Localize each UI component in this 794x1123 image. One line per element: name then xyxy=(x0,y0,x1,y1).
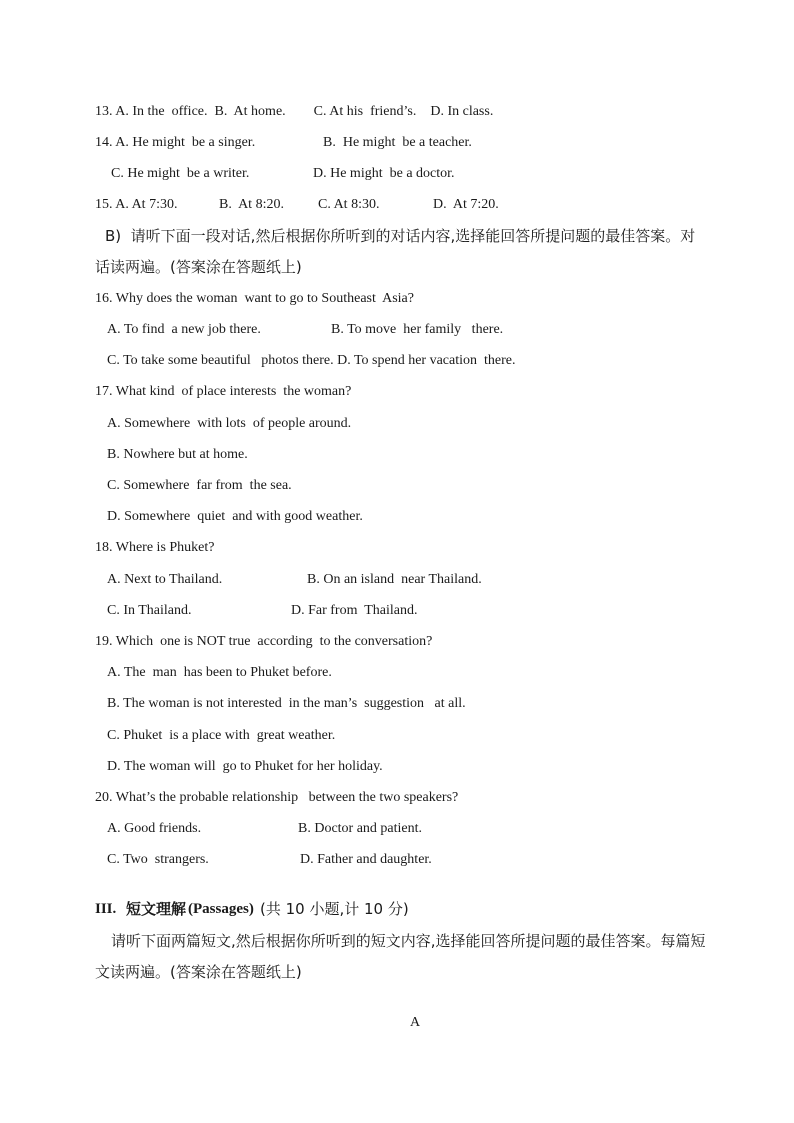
question-17-option-d: D. Somewhere quiet and with good weather. xyxy=(107,509,363,524)
question-15-option-c: C. At 8:30. xyxy=(318,197,380,212)
question-14-option-c: C. He might be a writer. xyxy=(111,166,250,181)
question-18-option-a: A. Next to Thailand. xyxy=(107,572,223,587)
question-18-stem-text: 18. Where is Phuket? xyxy=(95,540,215,555)
question-20-option-b: B. Doctor and patient. xyxy=(298,821,423,836)
question-20-stem xyxy=(0,787,459,809)
question-20-option-c: C. Two strangers. xyxy=(107,852,209,867)
section-3-title-en: (Passages) xyxy=(188,901,254,917)
question-14-option-a: 14. A. He might be a singer. xyxy=(95,135,256,150)
question-18-row-1 xyxy=(0,569,482,591)
section-b-instructions-text-1: B) 请听下面一段对话,然后根据你所听到的对话内容,选择能回答所提问题的最佳答案。对 xyxy=(105,227,696,245)
question-14-option-b: B. He might be a teacher. xyxy=(323,135,472,150)
question-20-option-a: A. Good friends. xyxy=(107,821,202,836)
question-19-option-a: A. The man has been to Phuket before. xyxy=(107,665,332,680)
question-16-row-1 xyxy=(0,319,504,341)
section-b-instructions-text-2: 话读两遍。(答案涂在答题纸上) xyxy=(95,258,302,276)
question-14-option-d: D. He might be a doctor. xyxy=(313,166,455,181)
question-20-stem-text: 20. What’s the probable relationship between the two speakers? xyxy=(95,790,459,805)
section-3-instructions-text-1: 请听下面两篇短文,然后根据你所听到的短文内容,选择能回答所提问题的最佳答案。每篇短 xyxy=(111,932,706,950)
section-3-note: (共 10 小题,计 10 分) xyxy=(260,900,409,918)
question-15-option-a: 15. A. At 7:30. xyxy=(95,197,178,212)
question-17-stem xyxy=(0,381,352,403)
question-16-option-a: A. To find a new job there. xyxy=(107,322,261,337)
question-14-row-2 xyxy=(0,163,455,185)
question-16-option-cd: C. To take some beautiful photos there. D. To spend her vacation there. xyxy=(107,353,516,368)
section-3-heading xyxy=(0,898,409,920)
question-16-stem-text: 16. Why does the woman want to go to Southeast Asia? xyxy=(95,291,414,306)
question-18-option-d: D. Far from Thailand. xyxy=(291,603,418,618)
question-17-option-c-line xyxy=(0,475,292,497)
question-17-option-c: C. Somewhere far from the sea. xyxy=(107,478,292,493)
question-20-row-1 xyxy=(0,818,423,840)
question-15 xyxy=(0,194,499,216)
section-3-title: 短文理解 xyxy=(126,900,187,918)
question-18-option-c: C. In Thailand. xyxy=(107,603,192,618)
question-19-option-c: C. Phuket is a place with great weather. xyxy=(107,728,336,743)
passage-label-line xyxy=(0,1012,421,1034)
question-16-row-2 xyxy=(0,350,516,372)
question-19-option-a-line xyxy=(0,662,332,684)
question-16-option-b: B. To move her family there. xyxy=(331,322,504,337)
question-20-option-d: D. Father and daughter. xyxy=(300,852,432,867)
question-13-text: 13. A. In the office. B. At home. C. At his friend’s. D. In class. xyxy=(95,104,494,119)
question-15-option-d: D. At 7:20. xyxy=(433,197,499,212)
question-19-stem-text: 19. Which one is NOT true according to the conversation? xyxy=(95,634,433,649)
question-19-option-d-line xyxy=(0,756,383,778)
section-3-instructions-text-2: 文读两遍。(答案涂在答题纸上) xyxy=(95,963,302,981)
question-19-option-b-line xyxy=(0,693,466,715)
question-15-option-b: B. At 8:20. xyxy=(219,197,284,212)
question-19-option-d: D. The woman will go to Phuket for her holiday. xyxy=(107,759,383,774)
question-19-option-b: B. The woman is not interested in the man’s suggestion at all. xyxy=(107,696,466,711)
question-20-row-2 xyxy=(0,849,432,871)
question-18-row-2 xyxy=(0,600,418,622)
section-3-instructions-line-2 xyxy=(0,961,302,983)
question-17-option-b-line xyxy=(0,444,248,466)
question-18-option-b: B. On an island near Thailand. xyxy=(307,572,482,587)
question-19-option-c-line xyxy=(0,725,336,747)
question-17-option-a: A. Somewhere with lots of people around. xyxy=(107,416,352,431)
question-14-row-1 xyxy=(0,132,472,154)
question-17-option-d-line xyxy=(0,506,363,528)
question-19-stem xyxy=(0,631,433,653)
passage-label: A xyxy=(410,1015,421,1030)
question-13 xyxy=(0,101,494,123)
question-17-stem-text: 17. What kind of place interests the woman? xyxy=(95,384,352,399)
question-17-option-a-line xyxy=(0,413,352,435)
question-16-stem xyxy=(0,288,414,310)
section-b-instructions-line-1 xyxy=(0,225,696,247)
section-b-instructions-line-2 xyxy=(0,256,302,278)
question-17-option-b: B. Nowhere but at home. xyxy=(107,447,248,462)
section-3-instructions-line-1 xyxy=(0,930,706,952)
section-3-numeral: III. xyxy=(95,901,117,917)
question-18-stem xyxy=(0,537,215,559)
